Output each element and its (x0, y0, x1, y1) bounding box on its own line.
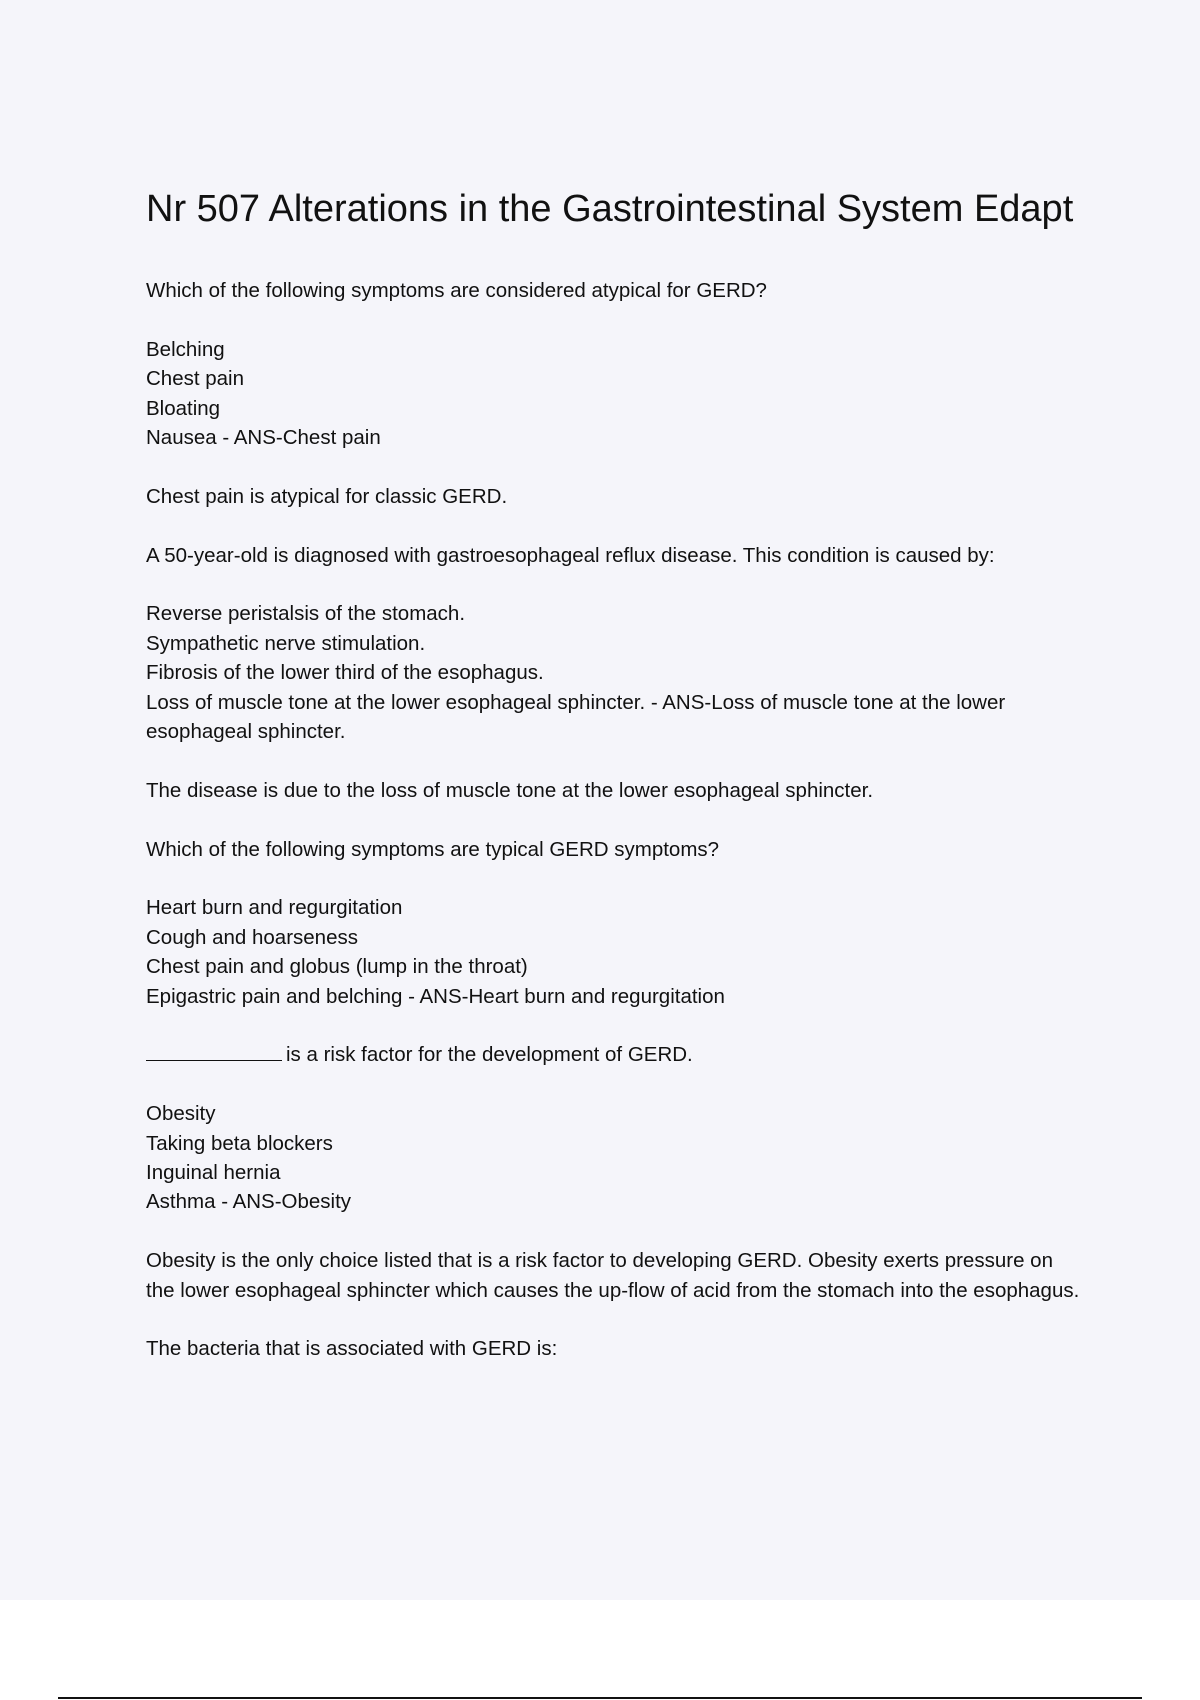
option: Taking beta blockers (146, 1131, 333, 1155)
option: Heart burn and regurgitation (146, 896, 403, 920)
question-3-options (146, 893, 1086, 1011)
question-4-options (146, 1099, 1086, 1217)
question-4-explanation: Obesity is the only choice listed that is a risk factor to developing GERD. Obesity exerts pressure on the lower esophageal sphincter which causes the up-flow of acid from the stomach into the esophagus. (146, 1249, 1080, 1302)
option: Belching (146, 337, 225, 361)
option: Epigastric pain and belching - ANS-Heart burn and regurgitation (146, 984, 725, 1008)
option: Nausea - ANS-Chest pain (146, 426, 381, 450)
option: Bloating (146, 396, 221, 420)
document-title: Nr 507 Alterations in the Gastrointestinal System Edapt (146, 188, 1074, 230)
option: Loss of muscle tone at the lower esophageal sphincter. - ANS-Loss of muscle tone at the lower esophageal sphincter. (146, 690, 1006, 744)
option: Reverse peristalsis of the stomach. (146, 602, 466, 626)
option: Asthma - ANS-Obesity (146, 1190, 352, 1214)
question-4 (146, 1040, 1086, 1069)
question-3: Which of the following symptoms are typical GERD symptoms? (146, 837, 720, 861)
question-2-options (146, 599, 1086, 746)
question-4-text: is a risk factor for the development of GERD. (286, 1043, 693, 1067)
question-1: Which of the following symptoms are considered atypical for GERD? (146, 279, 767, 302)
question-2: A 50-year-old is diagnosed with gastroesophageal reflux disease. This condition is caused by: (146, 543, 995, 567)
question-5: The bacteria that is associated with GERD is: (146, 1337, 558, 1361)
question-2-explanation: The disease is due to the loss of muscle tone at the lower esophageal sphincter. (146, 778, 874, 802)
option: Sympathetic nerve stimulation. (146, 631, 426, 655)
footer-divider (58, 1697, 1142, 1699)
question-1-options (146, 335, 1086, 453)
document-content (146, 182, 1086, 1393)
question-1-explanation: Chest pain is atypical for classic GERD. (146, 484, 508, 508)
option: Fibrosis of the lower third of the esophagus. (146, 661, 544, 685)
option: Inguinal hernia (146, 1161, 281, 1185)
option: Obesity (146, 1102, 216, 1126)
option: Chest pain and globus (lump in the throat) (146, 955, 528, 979)
option: Cough and hoarseness (146, 925, 358, 949)
fill-in-blank (146, 1040, 282, 1061)
option: Chest pain (146, 367, 245, 391)
